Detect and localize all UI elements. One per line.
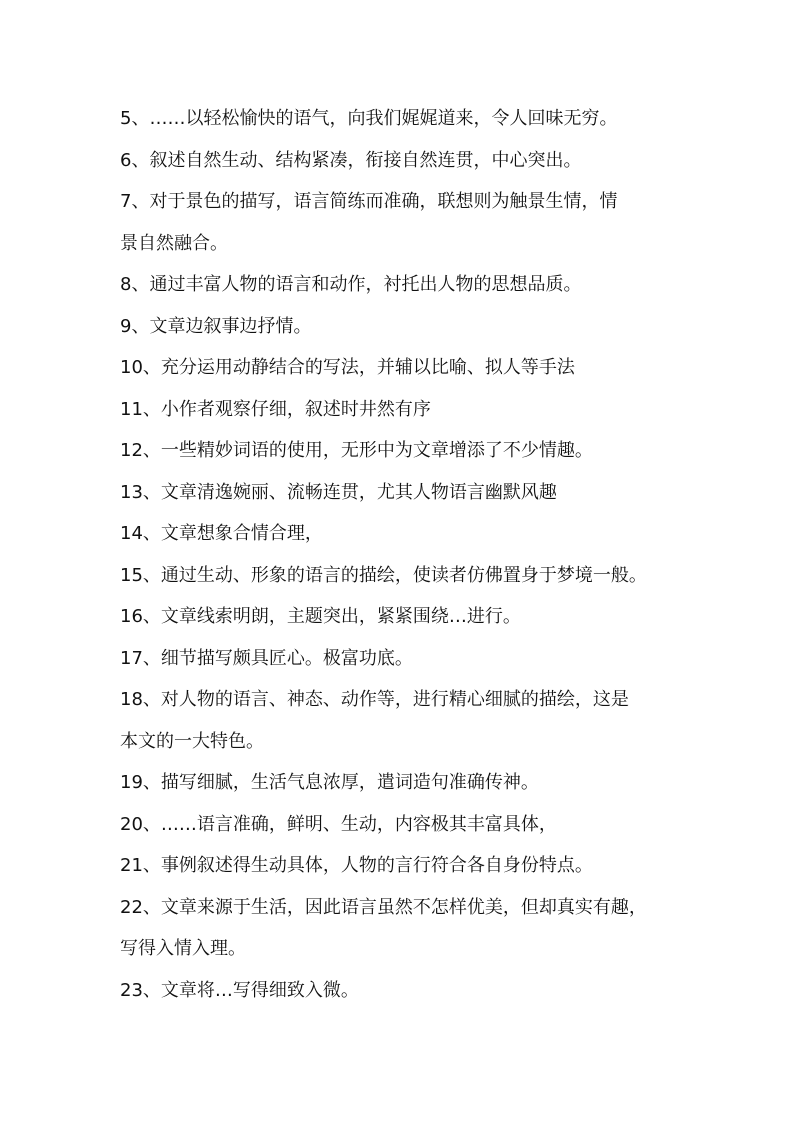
text-line: 10、充分运用动静结合的写法，并辅以比喻、拟人等手法 — [120, 357, 575, 378]
text-line: 景自然融合。 — [120, 232, 228, 254]
text-line: 16、文章线索明朗，主题突出，紧紧围绕…进行。 — [120, 606, 521, 627]
text-line: 9、文章边叙事边抒情。 — [120, 315, 312, 337]
text-line: 22、文章来源于生活，因此语言虽然不怎样优美，但却真实有趣， — [120, 896, 647, 918]
text-line: 8、通过丰富人物的语言和动作，衬托出人物的思想品质。 — [120, 274, 582, 295]
text-line: 18、对人物的语言、神态、动作等，进行精心细腻的描绘，这是 — [120, 689, 629, 710]
text-line: 本文的一大特色。 — [120, 730, 264, 752]
document-body — [120, 98, 680, 1011]
text-line: 17、细节描写颇具匠心。极富功底。 — [120, 647, 413, 669]
text-line: 5、……以轻松愉快的语气，向我们娓娓道来，令人回味无穷。 — [120, 108, 618, 129]
text-line: 7、对于景色的描写，语言简练而准确，联想则为触景生情，情 — [120, 191, 618, 212]
text-line: 12、一些精妙词语的使用，无形中为文章增添了不少情趣。 — [120, 440, 593, 461]
text-line: 21、事例叙述得生动具体，人物的言行符合各自身份特点。 — [120, 855, 593, 876]
text-line: 13、文章清逸婉丽、流畅连贯，尤其人物语言幽默风趣 — [120, 481, 557, 503]
text-line: 11、小作者观察仔细，叙述时井然有序 — [120, 398, 431, 420]
text-line: 15、通过生动、形象的语言的描绘，使读者仿佛置身于梦境一般。 — [120, 564, 647, 586]
text-line: 19、描写细腻，生活气息浓厚，遣词造句准确传神。 — [120, 772, 539, 793]
text-line: 14、文章想象合情合理， — [120, 523, 323, 544]
text-line: 23、文章将…写得细致入微。 — [120, 979, 359, 1001]
text-line: 写得入情入理。 — [120, 938, 246, 959]
text-line: 20、……语言准确，鲜明、生动，内容极其丰富具体， — [120, 813, 557, 835]
text-line: 6、叙述自然生动、结构紧凑，衔接自然连贯，中心突出。 — [120, 149, 582, 171]
